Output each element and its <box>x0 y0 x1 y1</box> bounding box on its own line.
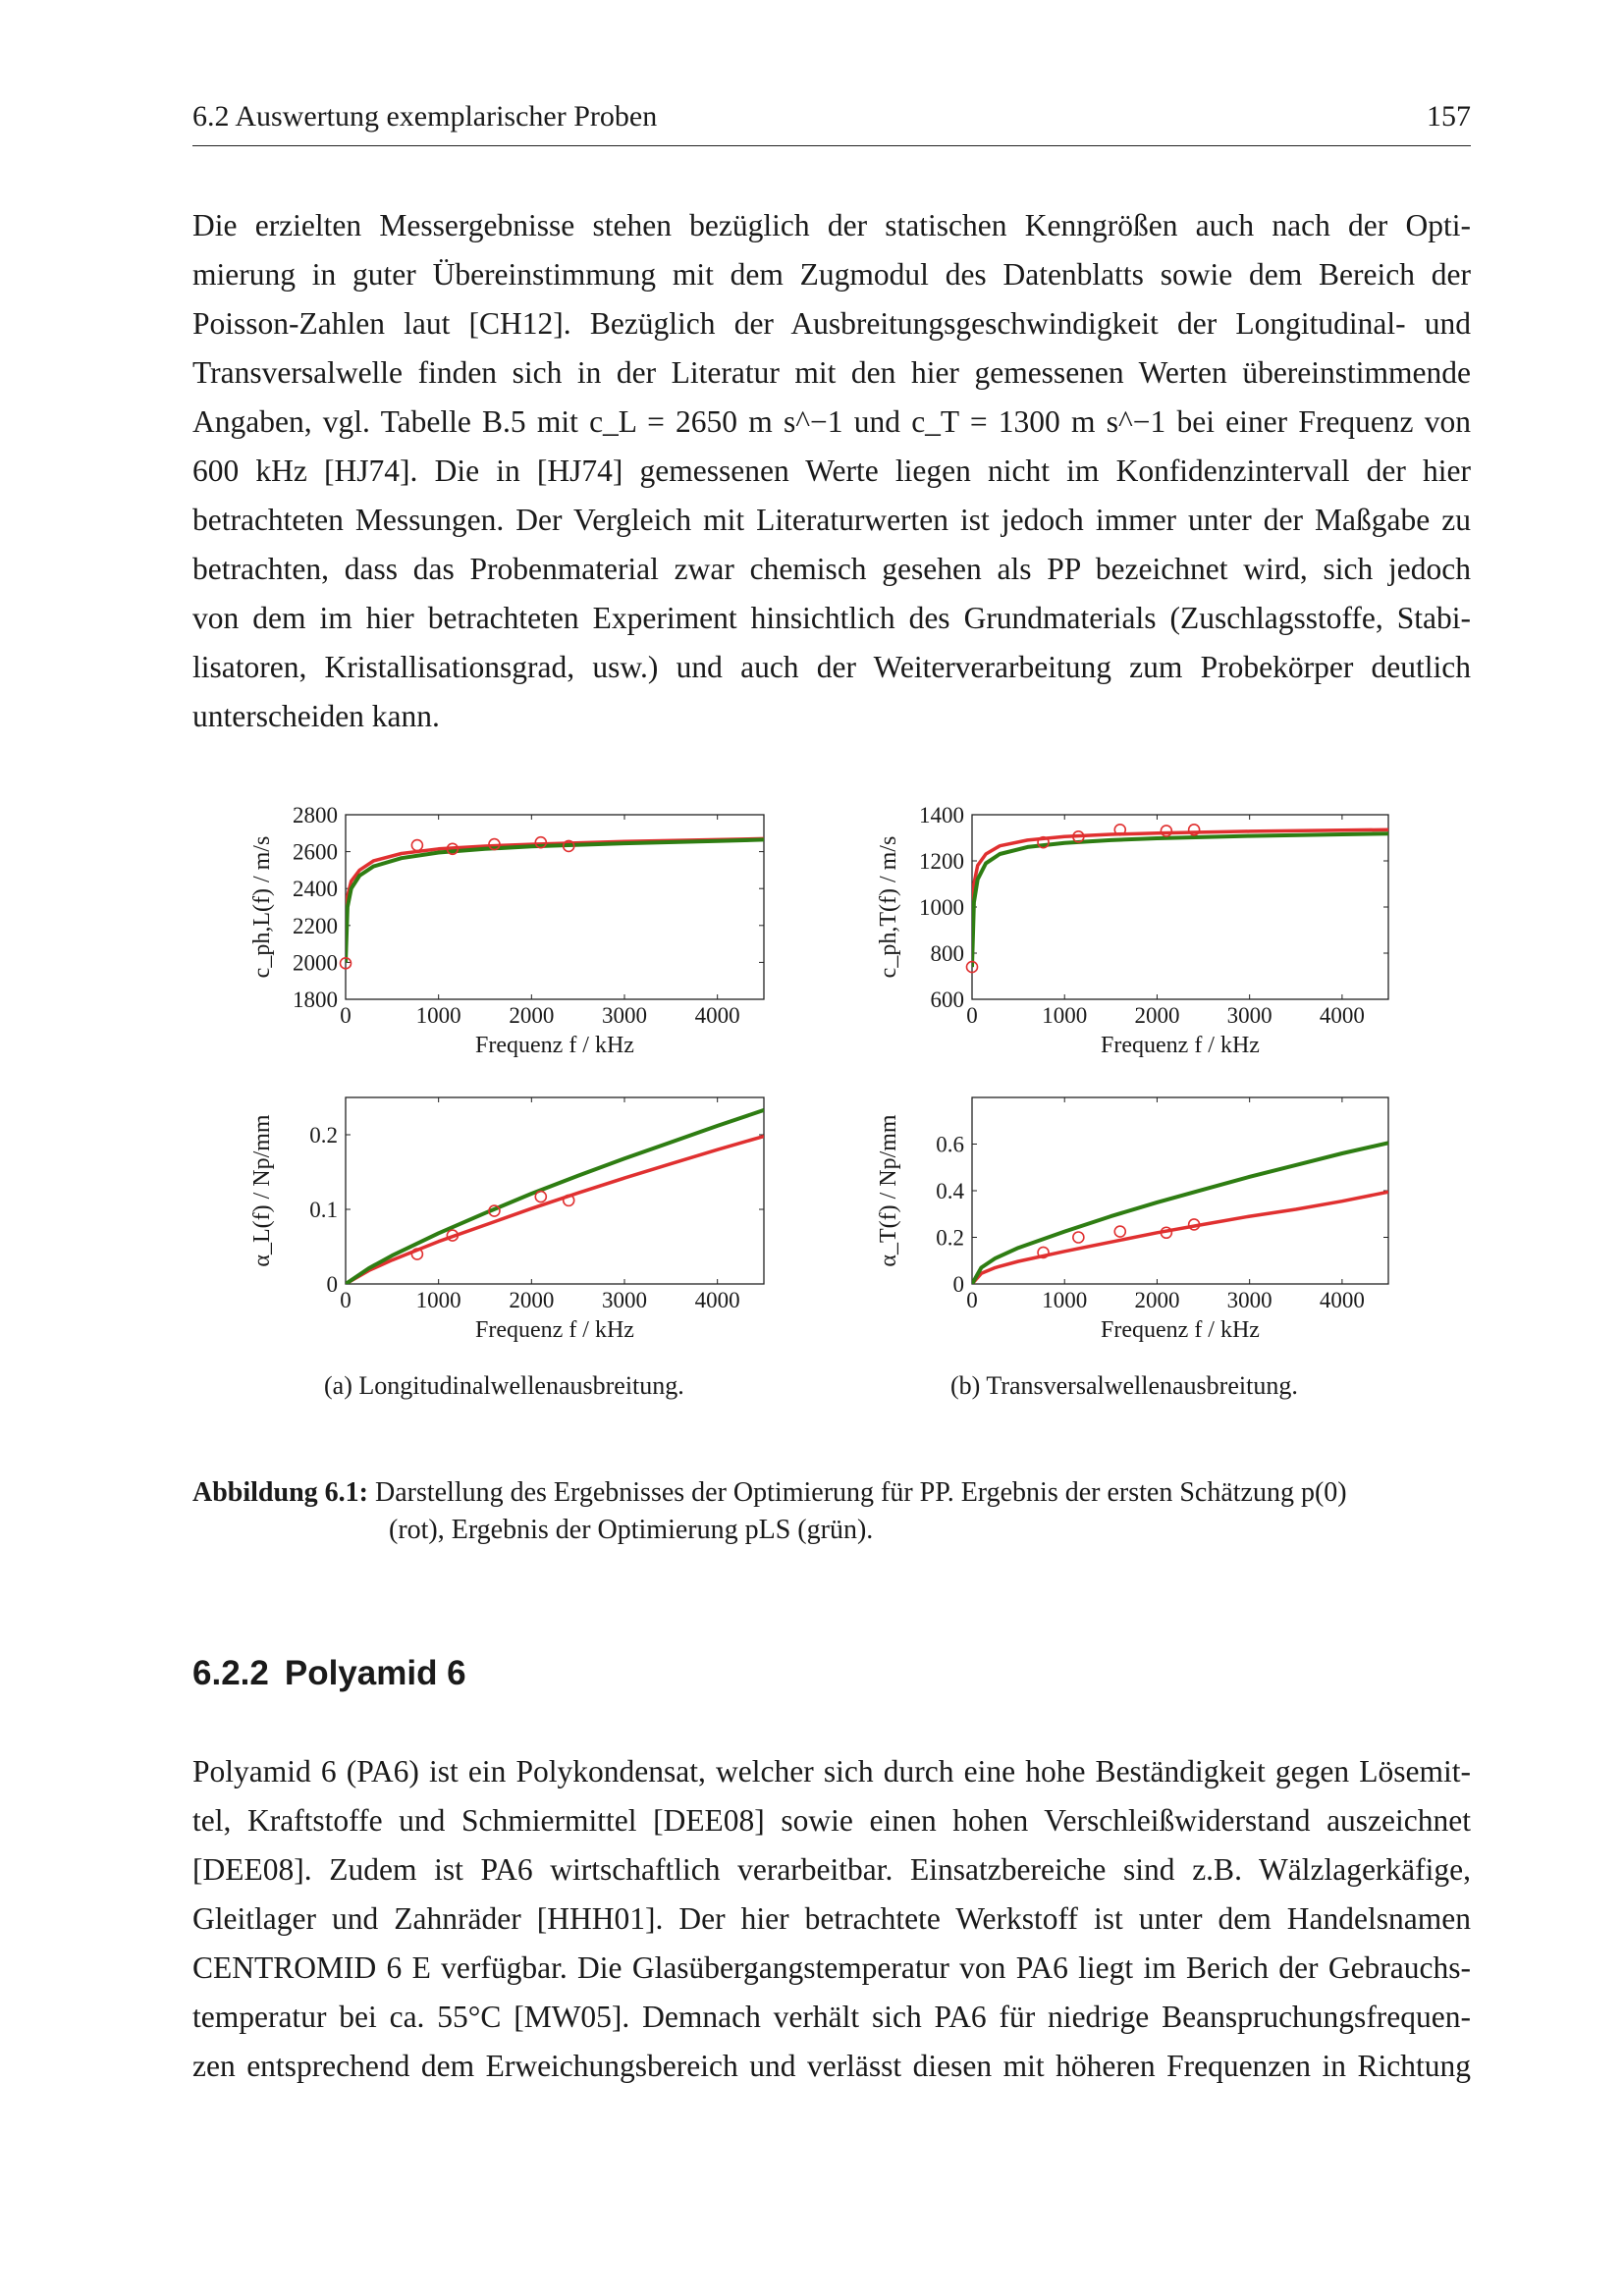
x-tick-label: 1000 <box>1042 1003 1088 1028</box>
figure-caption <box>192 1474 1471 1549</box>
y-tick-label: 0.1 <box>309 1198 338 1222</box>
y-tick-label: 2200 <box>293 913 338 938</box>
x-tick-label: 1000 <box>415 1288 461 1312</box>
x-tick-label: 3000 <box>602 1003 647 1028</box>
series-line-red <box>972 829 1388 967</box>
x-tick-label: 0 <box>340 1003 352 1028</box>
x-tick-label: 4000 <box>694 1288 740 1312</box>
series-line-green <box>346 839 764 962</box>
y-tick-label: 1800 <box>293 988 338 1012</box>
x-axis-label: Frequenz f / kHz <box>1101 1033 1260 1058</box>
caption-text-line2: (rot), Ergebnis der Optimierung pLS (grün). <box>389 1515 874 1545</box>
x-tick-label: 2000 <box>509 1003 555 1028</box>
paragraph-line: tel, Kraftstoffe und Schmiermittel [DEE08] sowie einen hohen Verschleißwiderstand auszeichnet <box>192 1803 1471 1838</box>
y-tick-label: 0 <box>952 1272 964 1297</box>
x-tick-label: 3000 <box>1226 1288 1272 1312</box>
plot-frame <box>346 1097 764 1284</box>
header-section-title: 6.2 Auswertung exemplarischer Proben <box>192 100 658 133</box>
y-tick-label: 1200 <box>919 849 964 874</box>
section-title: Polyamid 6 <box>284 1654 466 1692</box>
x-tick-label: 4000 <box>694 1003 740 1028</box>
plot-frame <box>972 815 1388 999</box>
y-tick-label: 2600 <box>293 839 338 865</box>
y-tick-label: 0.6 <box>936 1132 964 1157</box>
x-axis-label: Frequenz f / kHz <box>475 1317 634 1343</box>
plot-frame <box>972 1097 1388 1284</box>
measurement-point <box>1073 1232 1084 1243</box>
y-axis-label: c_ph,L(f) / m/s <box>249 835 275 979</box>
x-tick-label: 2000 <box>1134 1288 1180 1312</box>
paragraph-line: unterscheiden kann. <box>192 699 440 733</box>
paragraph-line: mierung in guter Übereinstimmung mit dem Zugmodul des Datenblatts sowie dem Bereich der <box>192 257 1471 292</box>
x-tick-label: 2000 <box>509 1288 555 1312</box>
x-tick-label: 0 <box>340 1288 352 1312</box>
y-axis-label: α_L(f) / Np/mm <box>249 1114 275 1267</box>
y-axis-label: α_T(f) / Np/mm <box>876 1114 901 1267</box>
paragraph-line: zen entsprechend dem Erweichungsbereich und verlässt diesen mit höheren Frequenzen in Richtung <box>192 2049 1471 2083</box>
paragraph-line: lisatoren, Kristallisationsgrad, usw.) und auch der Weiterverarbeitung zum Probekörper deutlich <box>192 650 1471 684</box>
paragraph-line: Gleitlager und Zahnräder [HHH01]. Der hier betrachtete Werkstoff ist unter dem Handelsnamen <box>192 1901 1471 1936</box>
measurement-point <box>1114 1226 1125 1237</box>
x-axis-label: Frequenz f / kHz <box>475 1033 634 1058</box>
x-tick-label: 1000 <box>415 1003 461 1028</box>
series-line-green <box>972 1143 1388 1284</box>
x-tick-label: 3000 <box>1226 1003 1272 1028</box>
measurement-point <box>535 1192 546 1202</box>
paragraph-line: CENTROMID 6 E verfügbar. Die Glasübergangstemperatur von PA6 liegt im Berich der Gebrauchs- <box>192 1950 1471 1985</box>
y-tick-label: 0 <box>326 1272 338 1297</box>
paragraph-line: betrachteten Messungen. Der Vergleich mit Literaturwerten ist jedoch immer unter der Maßgabe zu <box>192 503 1471 537</box>
x-tick-label: 1000 <box>1042 1288 1088 1312</box>
y-tick-label: 2400 <box>293 877 338 902</box>
page-number: 157 <box>1427 100 1471 133</box>
x-tick-label: 2000 <box>1134 1003 1180 1028</box>
subcaption-b: (b) Transversalwellenausbreitung. <box>950 1371 1298 1400</box>
subcaption-a: (a) Longitudinalwellenausbreitung. <box>324 1371 684 1400</box>
paragraph-line: betrachten, dass das Probenmaterial zwar chemisch gesehen als PP bezeichnet wird, sich jedoch <box>192 552 1471 586</box>
series-line-red <box>972 1192 1388 1284</box>
paragraph-line: [DEE08]. Zudem ist PA6 wirtschaftlich verarbeitbar. Einsatzbereiche sind z.B. Wälzlagerkäfige, <box>192 1852 1471 1887</box>
x-tick-label: 4000 <box>1319 1003 1365 1028</box>
caption-text-line1: Darstellung des Ergebnisses der Optimierung für PP. Ergebnis der ersten Schätzung p(0) <box>374 1477 1347 1508</box>
paragraph-line: Transversalwelle finden sich in der Literatur mit den hier gemessenen Werten übereinstimmende <box>192 355 1471 390</box>
series-line-red <box>346 1137 764 1285</box>
section-heading <box>192 1654 466 1693</box>
y-tick-label: 0.2 <box>936 1225 964 1251</box>
y-tick-label: 2000 <box>293 950 338 976</box>
series-line-green <box>972 833 1388 967</box>
y-tick-label: 0.2 <box>309 1123 338 1148</box>
paragraph-2 <box>192 1747 1471 2091</box>
x-tick-label: 3000 <box>602 1288 647 1312</box>
series-line-green <box>346 1110 764 1284</box>
measurement-point <box>411 840 422 851</box>
y-axis-label: c_ph,T(f) / m/s <box>876 835 901 979</box>
y-tick-label: 1000 <box>919 895 964 920</box>
y-tick-label: 1400 <box>919 803 964 828</box>
x-tick-label: 0 <box>966 1003 978 1028</box>
y-tick-label: 800 <box>930 941 964 966</box>
caption-label: Abbildung 6.1: <box>192 1477 368 1508</box>
paragraph-line: Polyamid 6 (PA6) ist ein Polykondensat, welcher sich durch eine hohe Beständigkeit gegen Lösemit- <box>192 1754 1471 1789</box>
x-tick-label: 4000 <box>1319 1288 1365 1312</box>
y-tick-label: 2800 <box>293 803 338 828</box>
y-tick-label: 600 <box>930 988 964 1012</box>
section-number: 6.2.2 <box>192 1654 269 1692</box>
paragraph-line: Die erzielten Messergebnisse stehen bezüglich der statischen Kenngrößen auch nach der Opti- <box>192 208 1471 242</box>
paragraph-line: Angaben, vgl. Tabelle B.5 mit c_L = 2650 m s^−1 und c_T = 1300 m s^−1 bei einer Frequenz von <box>192 404 1471 439</box>
paragraph-line: 600 kHz [HJ74]. Die in [HJ74] gemessenen Werte liegen nicht im Konfidenzintervall der hier <box>192 454 1471 488</box>
paragraph-line: Poisson-Zahlen laut [CH12]. Bezüglich der Ausbreitungsgeschwindigkeit der Longitudinal- und <box>192 306 1471 341</box>
paragraph-line: temperatur bei ca. 55°C [MW05]. Demnach verhält sich PA6 für niedrige Beanspruchungsfrequen- <box>192 2000 1471 2034</box>
x-tick-label: 0 <box>966 1288 978 1312</box>
y-tick-label: 0.4 <box>936 1179 964 1203</box>
x-axis-label: Frequenz f / kHz <box>1101 1317 1260 1343</box>
paragraph-line: von dem im hier betrachteten Experiment hinsichtlich des Grundmaterials (Zuschlagsstoffe, Stabi- <box>192 601 1471 635</box>
